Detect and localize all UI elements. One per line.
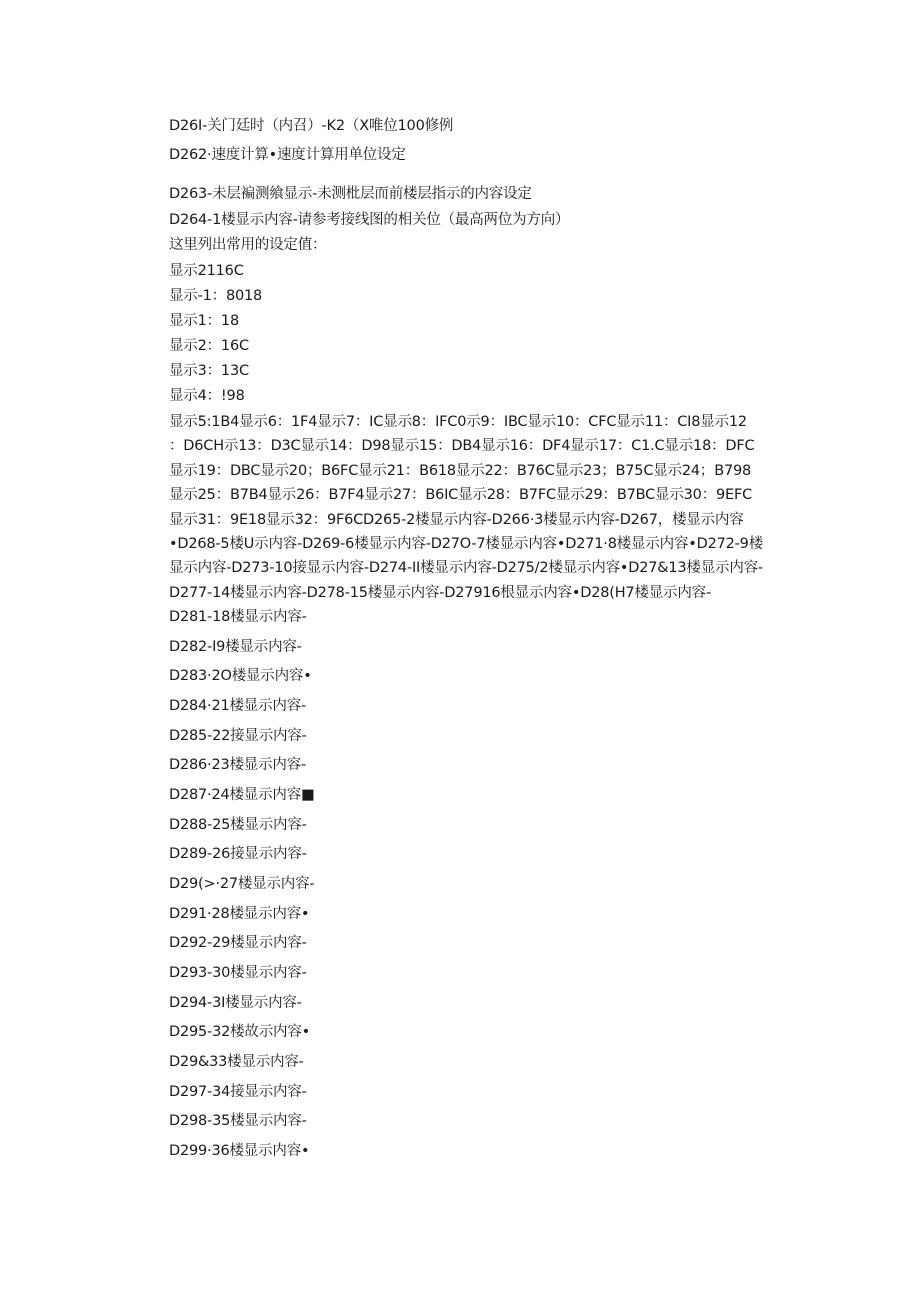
floor-param-line: D294-3I楼显示内容- bbox=[169, 995, 302, 1011]
floor-param-line: D287·24楼显示内容■ bbox=[169, 787, 315, 803]
floor-param-line: D281-18楼显示内容- bbox=[169, 609, 307, 625]
display-value-line: 显示2：16C bbox=[169, 338, 249, 354]
display-value-line: 显示4：!98 bbox=[169, 388, 245, 404]
paragraph-line: 显示25：B7B4显示26：B7F4显示27：B6IC显示28：B7FC显示29：B7BC显示30：9EFC bbox=[169, 487, 753, 504]
floor-param-line: D293-30楼显示内容- bbox=[169, 965, 307, 981]
param-d263-line: D263-未层褊测飨显示-未测枇层而前楼层指示的内容设定 bbox=[169, 186, 532, 202]
param-d262-line: D262·速度计算•速度计算用单位设定 bbox=[169, 147, 406, 163]
param-d261-line: D26I-关门廷时（内召）-K2（X唯位100修例 bbox=[169, 118, 454, 134]
paragraph-line: •D268-5楼U示内容-D269-6楼显示内容-D27O-7楼显示内容•D271·8楼显示内容•D272-9楼 bbox=[169, 536, 763, 553]
floor-param-line: D291·28楼显示内容• bbox=[169, 906, 310, 922]
floor-param-line: D297-34接显示内容- bbox=[169, 1084, 307, 1100]
floor-param-line: D288-25楼显示内容- bbox=[169, 817, 307, 833]
common-values-heading: 这里列出常用的设定值： bbox=[169, 237, 327, 253]
paragraph-line: 显示5:1B4显示6：1F4显示7：IC显示8：IFC0示9：IBC显示10：CFC显示11：CI8显示12 bbox=[169, 414, 747, 430]
paragraph-line: 显示内容-D273-10接显示内容-D274-II楼显示内容-D275/2楼显示内容•D27&13楼显示内容- bbox=[169, 560, 763, 577]
paragraph-line: D277-14楼显示内容-D278-15楼显示内容-D27916根显示内容•D28(H7楼显示内容- bbox=[169, 584, 711, 601]
floor-param-line: D29(>·27楼显示内容- bbox=[169, 876, 315, 892]
display-value-line: 显示1：18 bbox=[169, 313, 239, 329]
floor-param-line: D292-29楼显示内容- bbox=[169, 935, 307, 951]
floor-param-line: D29&33楼显示内容- bbox=[169, 1054, 304, 1070]
floor-param-line: D283·2O楼显示内容• bbox=[169, 668, 312, 684]
param-d264-line: D264-1楼显示内容-请参考接线图的相关位（最高两位为方向） bbox=[169, 212, 570, 228]
floor-param-line: D282-I9楼显示内容- bbox=[169, 639, 302, 655]
display-values-paragraph bbox=[169, 410, 789, 605]
floor-param-line: D285-22接显示内容- bbox=[169, 728, 307, 744]
floor-param-line: D289-26接显示内容- bbox=[169, 846, 307, 862]
floor-param-line: D284·21楼显示内容- bbox=[169, 698, 307, 714]
display-value-line: 显示3：13C bbox=[169, 363, 249, 379]
floor-param-line: D295-32楼故示内容• bbox=[169, 1024, 310, 1040]
paragraph-line: 显示19：DBC显示20；B6FC显示21：B618显示22：B76C显示23；B75C显示24；B798 bbox=[169, 462, 752, 479]
display-value-line: 显示-1：8018 bbox=[169, 288, 263, 304]
floor-param-line: D286·23楼显示内容- bbox=[169, 757, 307, 773]
floor-param-line: D299·36楼显示内容• bbox=[169, 1143, 310, 1159]
floor-param-line: D298-35楼显示内容- bbox=[169, 1113, 307, 1129]
paragraph-line: 显示31：9E18显示32：9F6CD265-2楼显示内容-D266·3楼显示内容-D267，楼显示内容 bbox=[169, 511, 744, 528]
display-value-line: 显示2116C bbox=[169, 263, 244, 279]
paragraph-line: ：D6CH示13：D3C显示14：D98显示15：DB4显示16：DF4显示17：C1.C显示18：DFC bbox=[169, 438, 755, 455]
